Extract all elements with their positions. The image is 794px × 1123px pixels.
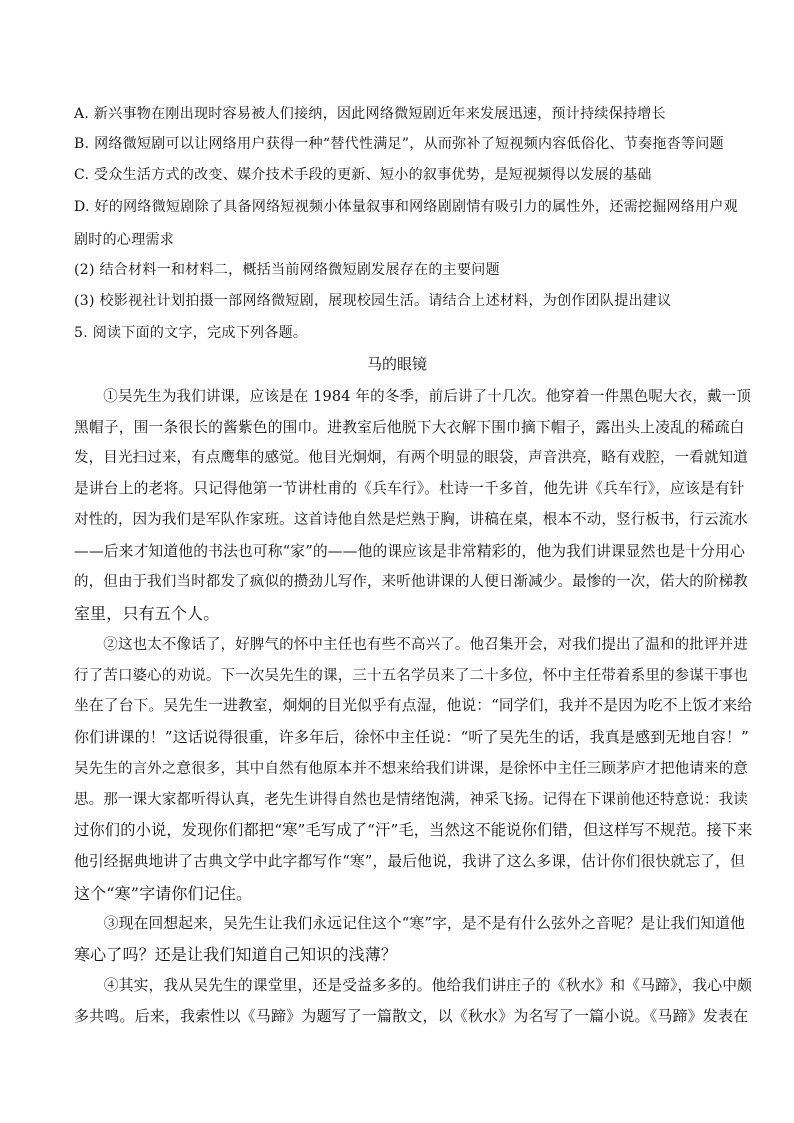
article-line: 是讲台上的老将。只记得他第一节讲杜甫的《兵车行》。杜诗一千多首，他先讲《兵车行》，应该是有针 [74, 480, 745, 497]
question-5-instruction: 5. 阅读下面的文字，完成下列各题。 [74, 325, 308, 341]
article-line: 发，目光扫过来，有点鹰隼的感觉。他目光炯炯，有两个明显的眼袋，声音洪亮，略有戏腔，一看就知道 [74, 450, 748, 466]
article-line: ④其实，我从吴先生的课堂里，还是受益多多的。他给我们讲庄子的《秋水》和《马蹄》，我心中颇 [74, 977, 753, 994]
option-c: C. 受众生活方式的改变、媒介技术手段的更新、短小的叙事优势，是短视频得以发展的基础 [74, 167, 652, 183]
question-3: (3) 校影视社计划拍摄一部网络微短剧，展现校园生活。请结合上述材料，为创作团队提出建议 [74, 293, 672, 309]
article-line: ——后来才知道他的书法也可称“家”的——他的课应该是非常精彩的，他为我们讲课显然也是十分用心 [74, 543, 745, 560]
option-a: A. 新兴事物在刚出现时容易被人们接纳，因此网络微短剧近年来发展迅速，预计持续保持增长 [74, 106, 666, 122]
article-line: 你们讲课的！”这话说得很重，许多年后，徐怀中主任说：“听了吴先生的话，我真是感到无地自容！” [74, 728, 749, 746]
article-line: 行了苦口婆心的劝说。下一次吴先生的课，三十五名学员来了二十多位，怀中主任带着系里的参谋干事也 [74, 668, 748, 684]
article-line: 坐在了台下。吴先生一进教室，炯炯的目光似乎有点湿，他说：“同学们，我并不是因为吃不上饭才来给 [74, 697, 753, 714]
article-line: 寒心了吗？还是让我们知道自己知识的浅薄？ [74, 945, 398, 964]
article-line: 过你们的小说，发现你们都把“寒”毛写成了“汗”毛，当然这不能说你们错，但这样写不规范。接下来 [74, 821, 753, 839]
article-line: 室里，只有五个人。 [74, 604, 220, 623]
article-line: 多共鸣。后来，我索性以《马蹄》为题写了一篇散文，以《秋水》为名写了一篇小说。《马蹄》发表在 [74, 1007, 749, 1025]
article-line: 吴先生的言外之意很多，其中自然有他原本并不想来给我们讲课，是徐怀中主任三顾茅庐才把他请来的意 [74, 761, 748, 777]
article-line: 这个“寒”字请你们记住。 [74, 884, 253, 903]
article-title: 马的眼镜 [366, 355, 427, 373]
option-d-continued: 剧时的心理需求 [74, 232, 175, 248]
option-b: B. 网络微短剧可以让网络用户获得一种“替代性满足”，从而弥补了短视频内容低俗化、节奏拖沓等问题 [74, 136, 724, 152]
article-line: ①吴先生为我们讲课，应该是在 1984 年的冬季，前后讲了十几次。他穿着一件黑色呢大衣，戴一顶 [74, 389, 751, 405]
question-2: (2) 结合材料一和材料二，概括当前网络微短剧发展存在的主要问题 [74, 262, 500, 278]
article-line: ③现在回想起来，吴先生让我们永远记住这个“寒”字，是不是有什么弦外之音呢？是让我们知道他 [74, 915, 745, 932]
article-line: 的，但由于我们当时都发了疯似的攒劲儿写作，来听他讲课的人便日渐减少。最惨的一次，偌大的阶梯教 [74, 574, 748, 590]
article-line: 思。那一课大家都听得认真，老先生讲得自然也是情绪饱满，神采飞扬。记得在下课前他还特意说：我读 [74, 792, 748, 808]
article-line: 他引经据典地讲了古典文学中此字都写作“寒”，最后他说，我讲了这么多课，估计你们很快就忘了，但 [74, 853, 745, 870]
article-line: ②这也太不像话了，好脾气的怀中主任也有些不高兴了。他召集开会，对我们提出了温和的批评并进 [74, 637, 748, 653]
article-line: 黑帽子，围一条很长的酱紫色的围巾。进教室后他脱下大衣解下围巾摘下帽子，露出头上凌乱的稀疏白 [74, 419, 745, 436]
option-d: D. 好的网络微短剧除了具备网络短视频小体量叙事和网络剧剧情有吸引力的属性外，还需挖掘网络用户观 [74, 199, 739, 215]
article-line: 对性的，因为我们是军队作家班。这首诗他自然是烂熟于胸，讲稿在桌，根本不动，竖行板书，行云流水 [74, 512, 748, 528]
